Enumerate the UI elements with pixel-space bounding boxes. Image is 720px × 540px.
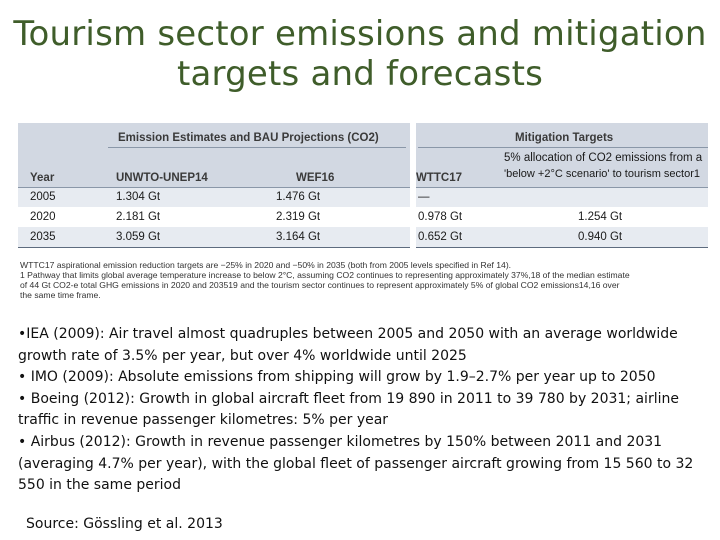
table-bottom-rule	[18, 247, 708, 248]
bullet-list	[18, 324, 708, 497]
table-footnote: the same time frame.	[20, 290, 101, 300]
emissions-table-image	[18, 123, 708, 307]
table-cell: 2035	[30, 231, 56, 243]
col-header-wttc: WTTC17	[416, 172, 462, 184]
slide-title	[0, 14, 720, 94]
table-cell: 2.181 Gt	[116, 211, 161, 223]
table-cell: 1.476 Gt	[276, 191, 321, 203]
col-header-wef: WEF16	[296, 172, 335, 184]
table-footnote: 1 Pathway that limits global average temperature increase to below 2°C, assuming CO2 continues to representing approximately 37%,18 of the median estimate	[20, 270, 630, 280]
table-cell: —	[418, 191, 430, 203]
column-group-separator	[410, 123, 416, 267]
bullet-item: •IEA (2009): Air travel almost quadruples between 2005 and 2050 with an average worldwide growth rate of 3.5% per year, but over 4% worldwide until 2025	[18, 326, 678, 364]
slide-title-line-1: Tourism sector emissions and mitigation	[13, 14, 707, 54]
table-footnote: WTTC17 aspirational emission reduction targets are −25% in 2020 and −50% in 2035 (both from 2005 levels specified in Ref 14).	[20, 260, 512, 270]
header-rule	[108, 147, 406, 148]
table-footnote: of 44 Gt CO2-e total GHG emissions in 2020 and 203519 and the tourism sector continues to represent approximately 5% of global CO2 emissions14,16 over	[20, 280, 620, 290]
table-cell: 3.164 Gt	[276, 231, 321, 243]
table-cell: 2020	[30, 211, 56, 223]
table-cell: 3.059 Gt	[116, 231, 161, 243]
col-header-unwto: UNWTO-UNEP14	[116, 172, 208, 184]
table-cell: 2.319 Gt	[276, 211, 321, 223]
header-rule	[18, 187, 708, 188]
table-cell: 0.940 Gt	[578, 231, 623, 243]
group-header-right: Mitigation Targets	[515, 132, 614, 144]
header-rule	[418, 147, 708, 148]
subheader-right-line-2: 'below +2°C scenario' to tourism sector1	[504, 168, 700, 180]
bullet-item: • Airbus (2012): Growth in revenue passenger kilometres by 150% between 2011 and 2031 (averaging 4.7% per year), with the global fleet of passenger aircraft growing from 15 560 to 32 550 in the same period	[18, 433, 694, 494]
table-cell: 1.254 Gt	[578, 211, 623, 223]
table-cell: 1.304 Gt	[116, 191, 161, 203]
bullet-item: • IMO (2009): Absolute emissions from shipping will grow by 1.9–2.7% per year up to 2050	[18, 369, 656, 386]
table-cell: 0.652 Gt	[418, 231, 463, 243]
table-cell: 0.978 Gt	[418, 211, 463, 223]
subheader-right-line-1: 5% allocation of CO2 emissions from a	[504, 152, 703, 164]
table-cell: 2005	[30, 191, 56, 203]
slide-title-line-2: targets and forecasts	[176, 54, 544, 94]
col-header-year: Year	[30, 172, 55, 184]
bullet-item: • Boeing (2012): Growth in global aircraft fleet from 19 890 in 2011 to 39 780 by 2031; airline traffic in revenue passenger kilometres: 5% per year	[18, 390, 679, 429]
source-citation: Source: Gössling et al. 2013	[26, 516, 223, 532]
group-header-left: Emission Estimates and BAU Projections (CO2)	[118, 132, 379, 144]
